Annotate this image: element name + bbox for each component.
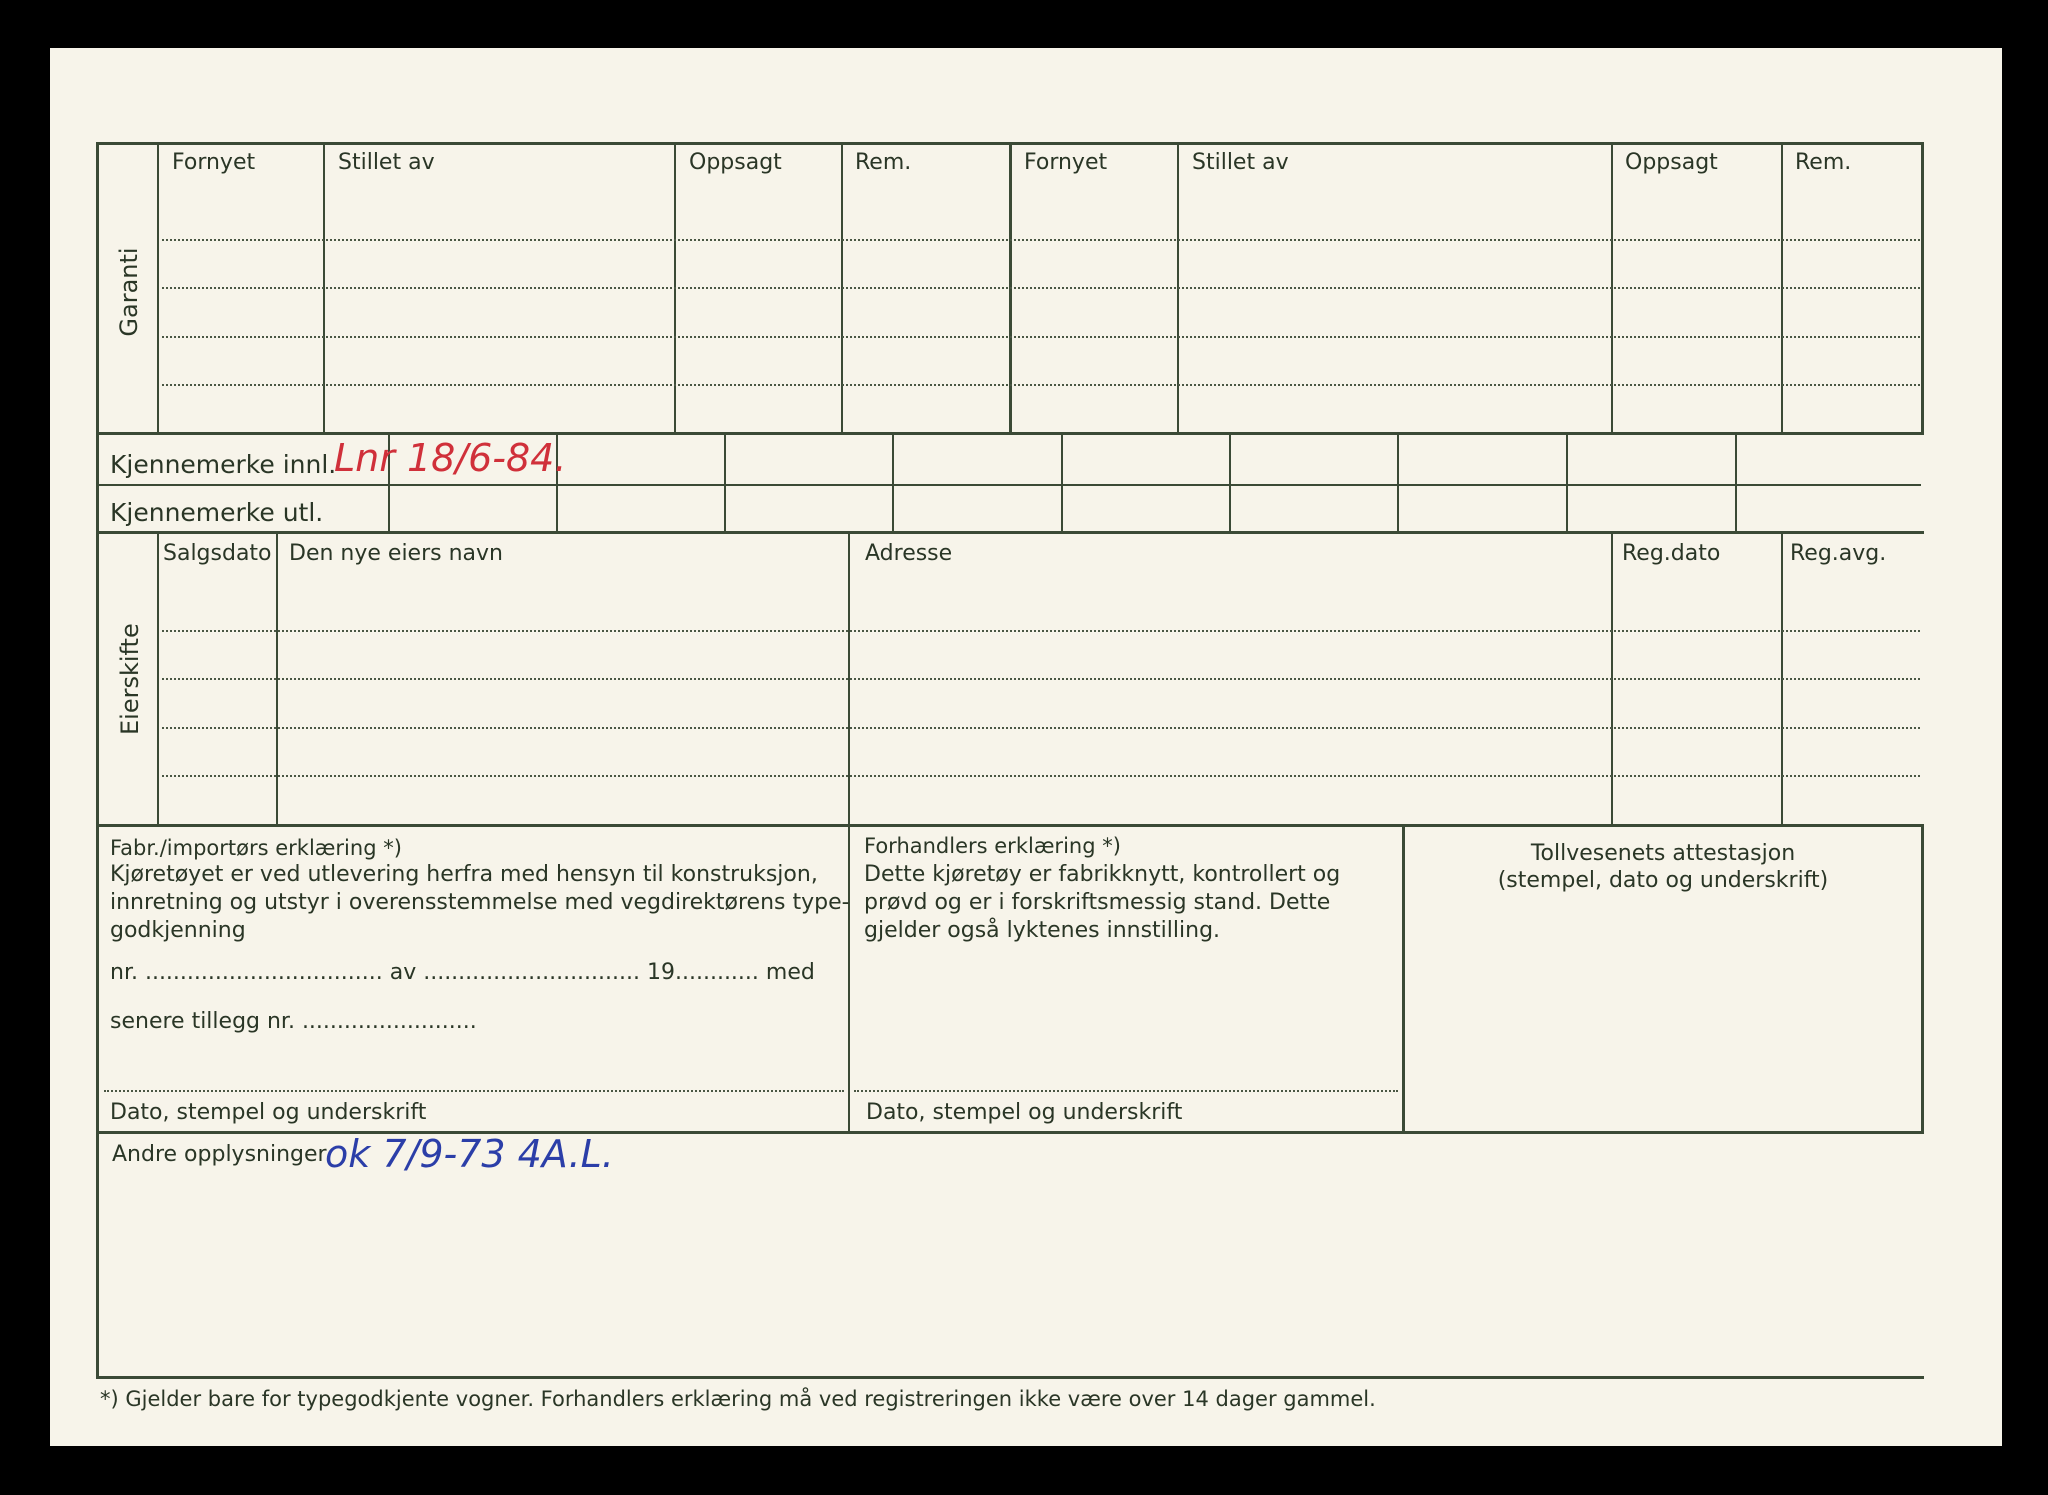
garanti-col-oppsagt: Oppsagt — [689, 150, 782, 175]
declaration-divider — [848, 827, 850, 1131]
footnote: *) Gjelder bare for typegodkjente vogner. Forhandlers erklæring må ved registreringen ikke være over 14 dager gammel. — [100, 1387, 1376, 1411]
eierskifte-dotted-row — [162, 678, 1920, 680]
garanti-col-stillet-av-2: Stillet av — [1192, 150, 1289, 175]
eierskifte-dotted-row — [162, 630, 1920, 632]
kjennemerke-col-line — [1735, 435, 1737, 531]
forh-signature-line — [854, 1090, 1398, 1092]
frame-right-upper — [1921, 142, 1924, 434]
forh-text-line: gjelder også lyktenes innstilling. — [864, 918, 1221, 943]
toll-title: Tollvesenets attestasjon — [1530, 841, 1796, 866]
kjennemerke-innl-label: Kjennemerke innl. — [110, 450, 337, 479]
kjennemerke-middle-line — [99, 484, 1921, 486]
eierskifte-col-adresse: Adresse — [865, 541, 953, 566]
fabr-signature-line — [104, 1090, 844, 1092]
garanti-col-fornyet-2: Fornyet — [1024, 150, 1108, 175]
kjennemerke-col-line — [1397, 435, 1399, 531]
garanti-bottom — [96, 432, 1924, 435]
garanti-col-fornyet: Fornyet — [172, 150, 256, 175]
kjennemerke-col-line — [892, 435, 894, 531]
eierskifte-bottom — [96, 824, 1924, 827]
andre-handwritten: ok 7/9-73 4A.L. — [325, 1132, 614, 1176]
garanti-dotted-row — [162, 384, 1920, 386]
fabr-text-line: godkjenning — [110, 918, 246, 943]
fabr-text-line: innretning og utstyr i overensstemmelse med vegdirektørens type- — [110, 890, 850, 915]
garanti-dotted-row — [162, 239, 1920, 241]
garanti-dotted-row — [162, 336, 1920, 338]
kjennemerke-col-line — [1566, 435, 1568, 531]
registration-card — [50, 48, 2002, 1446]
eierskifte-col-salgsdato: Salgsdato — [163, 541, 272, 566]
kjennemerke-innl-handwritten: Lnr 18/6-84. — [334, 436, 567, 480]
fabr-tillegg-line: senere tillegg nr. ......................... — [110, 1009, 477, 1034]
kjennemerke-col-line — [1061, 435, 1063, 531]
garanti-col-rem: Rem. — [855, 150, 912, 175]
frame-right-lower — [1921, 826, 1924, 1133]
eierskifte-dotted-row — [162, 727, 1920, 729]
fabr-nr-line: nr. .................................. av ............................... 19............ med — [110, 960, 815, 985]
eierskifte-col-eiers-navn: Den nye eiers navn — [289, 541, 503, 566]
frame-left — [96, 142, 99, 1379]
kjennemerke-col-line — [1229, 435, 1231, 531]
kjennemerke-bottom — [96, 531, 1924, 534]
eierskifte-section-label: Eierskifte — [116, 623, 144, 735]
eierskifte-col-reg-avg: Reg.avg. — [1790, 541, 1887, 566]
forh-text-line: Dette kjøretøy er fabrikknytt, kontrollert og — [864, 862, 1341, 887]
andre-label: Andre opplysninger — [112, 1142, 327, 1167]
andre-bottom — [96, 1376, 1924, 1379]
fabr-signature-label: Dato, stempel og underskrift — [110, 1100, 427, 1125]
eierskifte-divider-left — [157, 534, 159, 824]
eierskifte-dotted-row — [162, 775, 1920, 777]
fabr-text-line: Kjøretøyet er ved utlevering herfra med hensyn til konstruksjon, — [110, 862, 818, 887]
toll-subtitle: (stempel, dato og underskrift) — [1497, 868, 1829, 893]
fabr-title: Fabr./importørs erklæring *) — [110, 836, 402, 860]
forh-text-line: prøvd og er i forskriftsmessig stand. Dette — [864, 890, 1331, 915]
forh-signature-label: Dato, stempel og underskrift — [866, 1100, 1183, 1125]
garanti-col-rem-2: Rem. — [1795, 150, 1852, 175]
garanti-col-stillet-av: Stillet av — [338, 150, 435, 175]
garanti-dotted-row — [162, 287, 1920, 289]
kjennemerke-utl-label: Kjennemerke utl. — [110, 498, 324, 527]
forh-title: Forhandlers erklæring *) — [864, 834, 1121, 858]
eierskifte-col-reg-dato: Reg.dato — [1622, 541, 1721, 566]
garanti-divider-left — [157, 145, 159, 432]
garanti-col-oppsagt-2: Oppsagt — [1625, 150, 1718, 175]
kjennemerke-col-line — [724, 435, 726, 531]
garanti-section-label: Garanti — [115, 247, 143, 337]
